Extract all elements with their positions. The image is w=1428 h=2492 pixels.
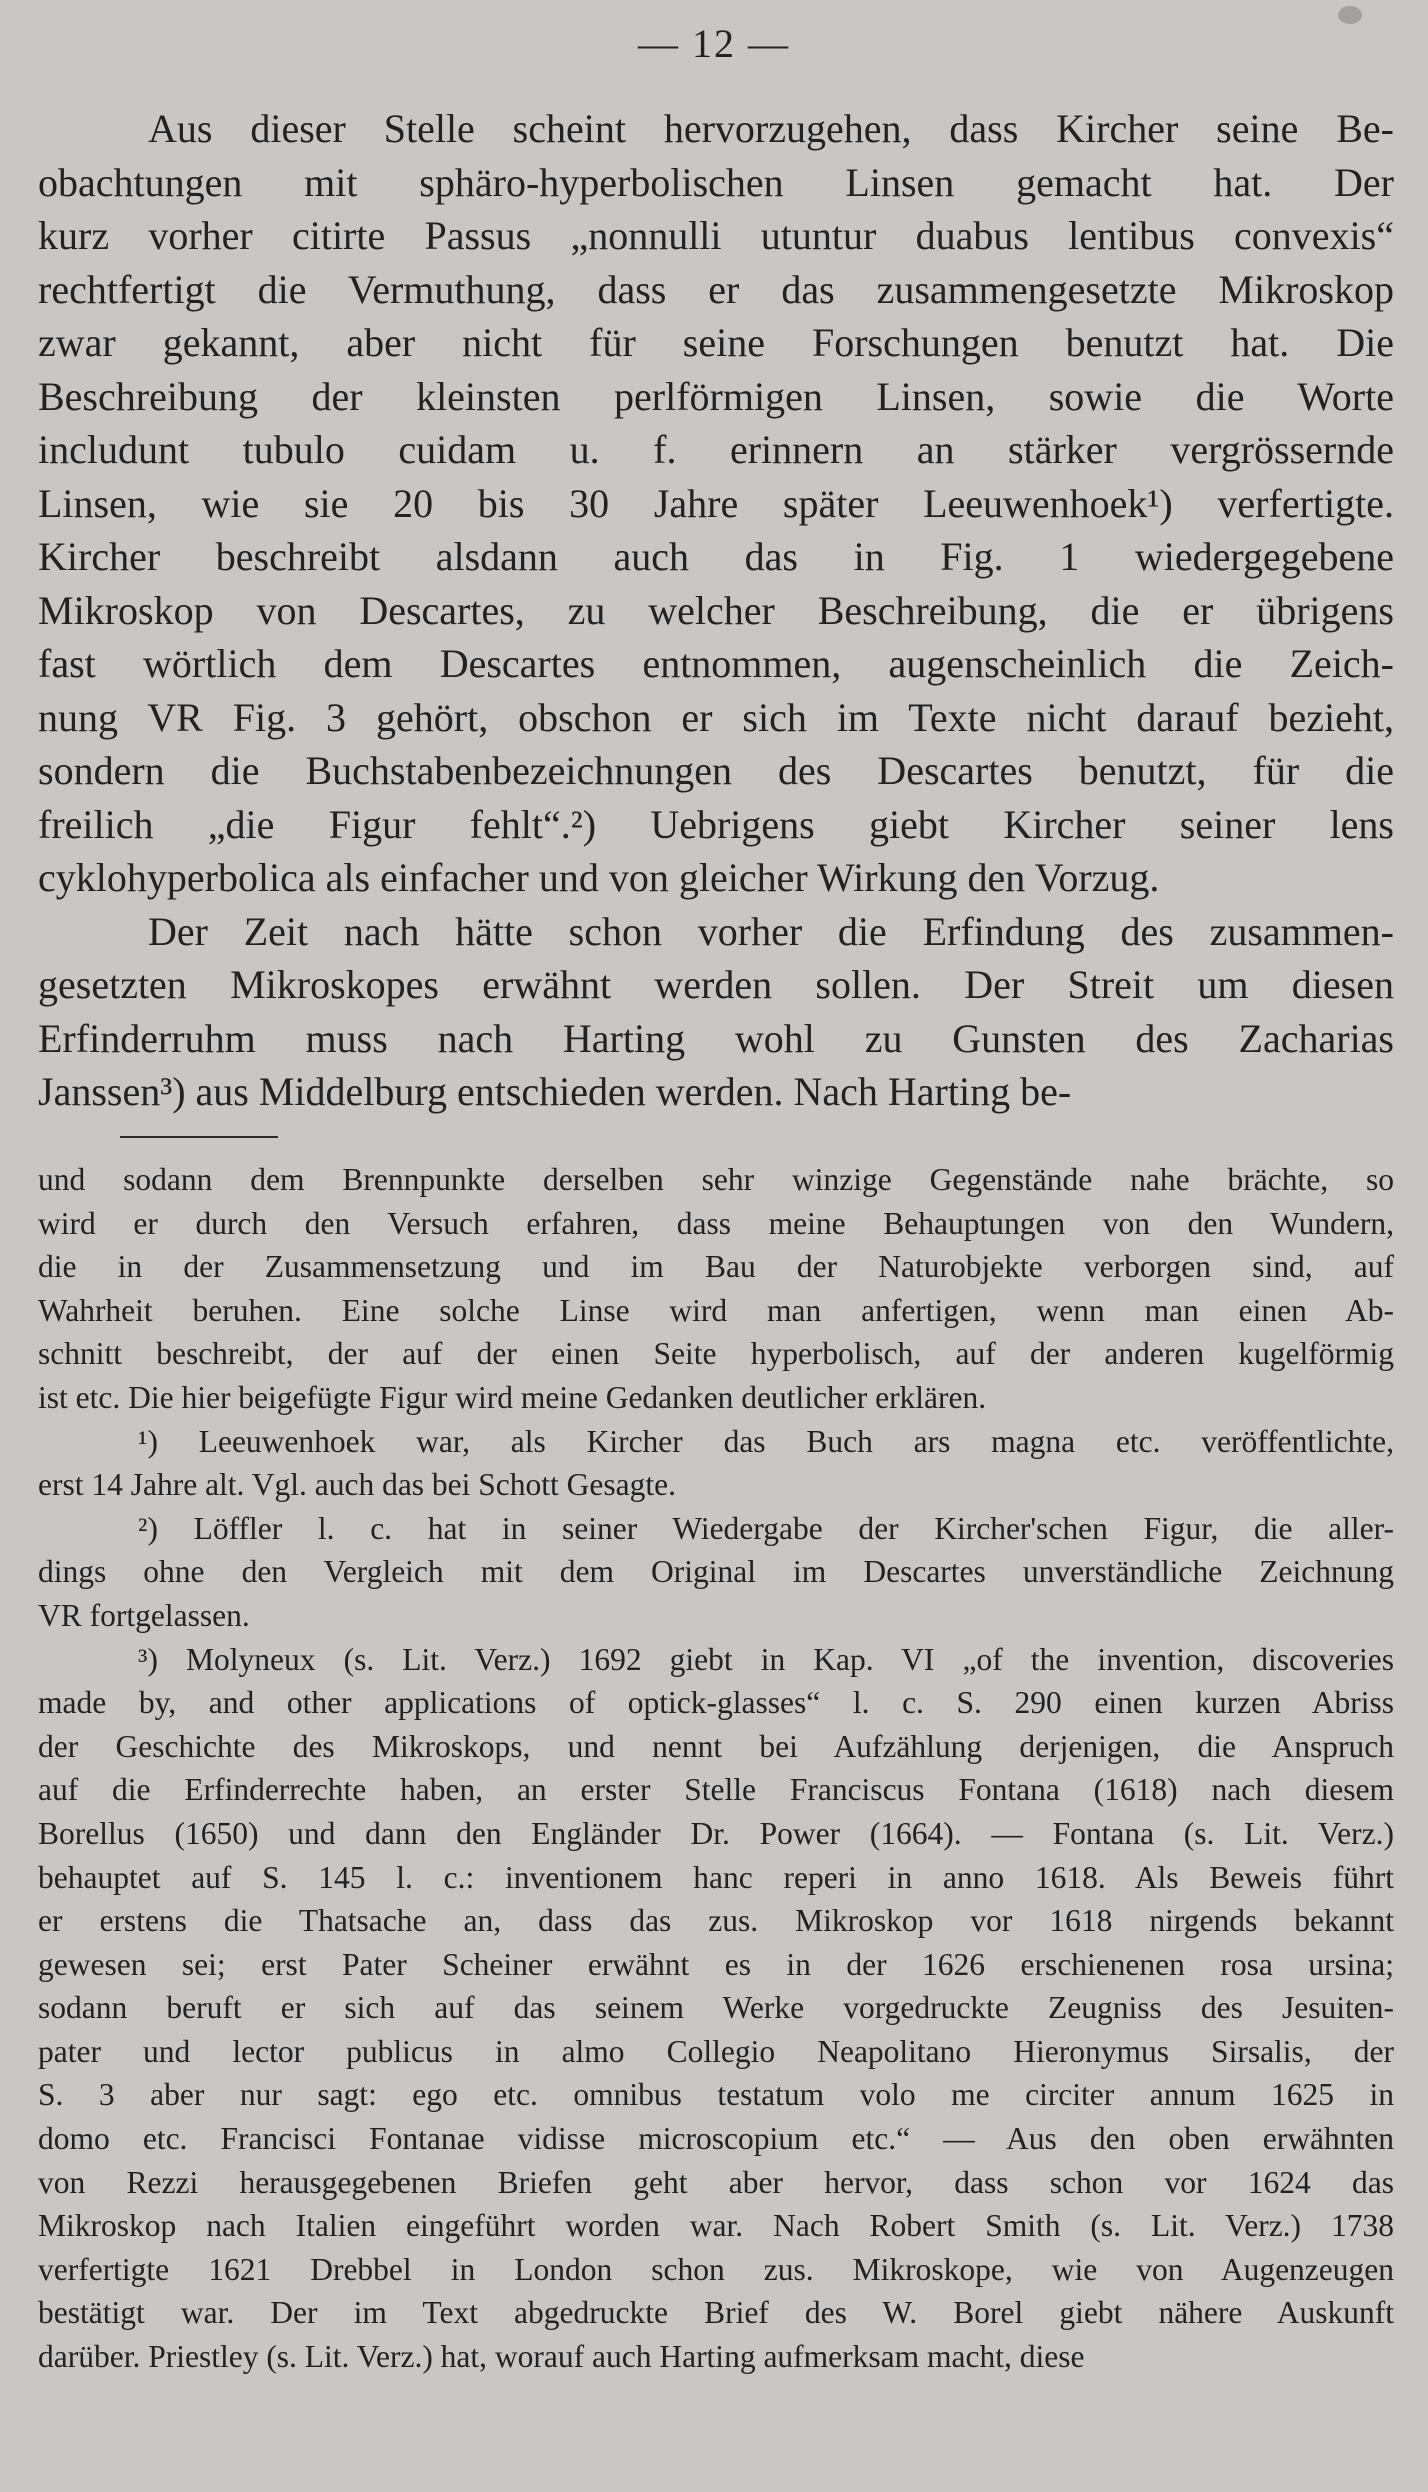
body-line: nung VR Fig. 3 gehört, obschon er sich im Texte nicht darauf bezieht,	[38, 694, 1394, 740]
footnote-line: auf die Erfinderrechte haben, an erster Stelle Franciscus Fontana (1618) nach diesem	[38, 1772, 1394, 1808]
footnote-line: verfertigte 1621 Drebbel in London schon zus. Mikroskope, wie von Augenzeugen	[38, 2251, 1394, 2287]
body-line: rechtfertigt die Vermuthung, dass er das zusammengesetzte Mikroskop	[38, 266, 1394, 312]
footnote-line: bestätigt war. Der im Text abgedruckte Brief des W. Borel giebt nähere Auskunft	[38, 2295, 1394, 2331]
body-line: Der Zeit nach hätte schon vorher die Erfindung des zusammen-	[148, 908, 1394, 954]
body-line: Janssen³) aus Middelburg entschieden werden. Nach Harting be-	[38, 1069, 1072, 1114]
footnote-line: domo etc. Francisci Fontanae vidisse microscopium etc.“ — Aus den oben erwähnten	[38, 2121, 1394, 2157]
footnote-line: Borellus (1650) und dann den Engländer Dr. Power (1664). — Fontana (s. Lit. Verz.)	[38, 1815, 1394, 1851]
footnote-line: Mikroskop nach Italien eingeführt worden war. Nach Robert Smith (s. Lit. Verz.) 1738	[38, 2208, 1394, 2244]
footnote-line: S. 3 aber nur sagt: ego etc. omnibus testatum volo me circiter annum 1625 in	[38, 2077, 1394, 2113]
footnote-line: ¹) Leeuwenhoek war, als Kircher das Buch ars magna etc. veröffentlichte,	[138, 1423, 1394, 1459]
footnote-line: und sodann dem Brennpunkte derselben sehr winzige Gegenstände nahe brächte, so	[38, 1162, 1394, 1197]
footnote-line: ²) Löffler l. c. hat in seiner Wiedergabe der Kircher'schen Figur, die aller-	[138, 1510, 1394, 1546]
page-number: — 12 —	[638, 21, 790, 66]
body-line: sondern die Buchstabenbezeichnungen des Descartes benutzt, für die	[38, 748, 1394, 793]
footnote-line: ist etc. Die hier beigefügte Figur wird meine Gedanken deutlicher erklären.	[38, 1379, 987, 1415]
body-line: Mikroskop von Descartes, zu welcher Beschreibung, die er übrigens	[38, 587, 1394, 633]
body-line: zwar gekannt, aber nicht für seine Forschungen benutzt hat. Die	[38, 320, 1394, 365]
footnote-line: die in der Zusammensetzung und im Bau der Naturobjekte verborgen sind, auf	[38, 1249, 1394, 1285]
body-line: freilich „die Figur fehlt“.²) Uebrigens giebt Kircher seiner lens	[38, 801, 1394, 847]
footnote-line: darüber. Priestley (s. Lit. Verz.) hat, worauf auch Harting aufmerksam macht, diese	[38, 2339, 1085, 2375]
footnote-line: VR fortgelassen.	[38, 1597, 250, 1633]
footnote-line: von Rezzi herausgegebenen Briefen geht aber hervor, dass schon vor 1624 das	[38, 2164, 1394, 2200]
footnote-line: ³) Molyneux (s. Lit. Verz.) 1692 giebt in Kap. VI „of the invention, discoveries	[138, 1641, 1394, 1677]
body-line: Beschreibung der kleinsten perlförmigen Linsen, sowie die Worte	[38, 373, 1394, 419]
footnote-line: wird er durch den Versuch erfahren, dass meine Behauptungen von den Wundern,	[38, 1205, 1394, 1241]
body-line: obachtungen mit sphäro-hyperbolischen Linsen gemacht hat. Der	[38, 159, 1394, 205]
body-line: Kircher beschreibt alsdann auch das in Fig. 1 wiedergegebene	[38, 534, 1394, 579]
footnote-line: pater und lector publicus in almo Collegio Neapolitano Hieronymus Sirsalis, der	[38, 2033, 1394, 2069]
footnote-line: dings ohne den Vergleich mit dem Original im Descartes unverständliche Zeichnung	[38, 1554, 1394, 1590]
body-line: Aus dieser Stelle scheint hervorzugehen, dass Kircher seine Be-	[148, 106, 1394, 151]
footnote-line: made by, and other applications of optick-glasses“ l. c. S. 290 einen kurzen Abriss	[38, 1685, 1394, 1721]
body-line: gesetzten Mikroskopes erwähnt werden sollen. Der Streit um diesen	[38, 962, 1394, 1007]
body-line: includunt tubulo cuidam u. f. erinnern an stärker vergrössernde	[38, 427, 1394, 472]
footnote-separator	[120, 1136, 278, 1138]
body-line: cyklohyperbolica als einfacher und von gleicher Wirkung den Vorzug.	[38, 855, 1160, 900]
body-line: fast wörtlich dem Descartes entnommen, augenscheinlich die Zeich-	[38, 641, 1394, 686]
footnote-line: gewesen sei; erst Pater Scheiner erwähnt es in der 1626 erschienenen rosa ursina;	[38, 1946, 1394, 1982]
body-line: Erfinderruhm muss nach Harting wohl zu Gunsten des Zacharias	[38, 1015, 1394, 1061]
body-line: Linsen, wie sie 20 bis 30 Jahre später Leeuwenhoek¹) verfertigte.	[38, 480, 1394, 526]
footnote-line: sodann beruft er sich auf das seinem Werke vorgedruckte Zeugniss des Jesuiten-	[38, 1990, 1394, 2026]
body-text	[38, 102, 1394, 1119]
footnote-line: er erstens die Thatsache an, dass das zus. Mikroskop vor 1618 nirgends bekannt	[38, 1903, 1394, 1939]
footnote-line: der Geschichte des Mikroskops, und nennt bei Aufzählung derjenigen, die Anspruch	[38, 1728, 1394, 1764]
footnote-line: Wahrheit beruhen. Eine solche Linse wird man anfertigen, wenn man einen Ab-	[38, 1292, 1394, 1328]
footnote-line: schnitt beschreibt, der auf der einen Seite hyperbolisch, auf der anderen kugelförmig	[38, 1336, 1394, 1372]
footnotes	[38, 1158, 1394, 2379]
footnote-line: erst 14 Jahre alt. Vgl. auch das bei Schott Gesagte.	[38, 1467, 676, 1503]
body-line: kurz vorher citirte Passus „nonnulli utuntur duabus lentibus convexis“	[38, 213, 1394, 258]
footnote-line: behauptet auf S. 145 l. c.: inventionem hanc reperi in anno 1618. Als Beweis führt	[38, 1859, 1394, 1895]
